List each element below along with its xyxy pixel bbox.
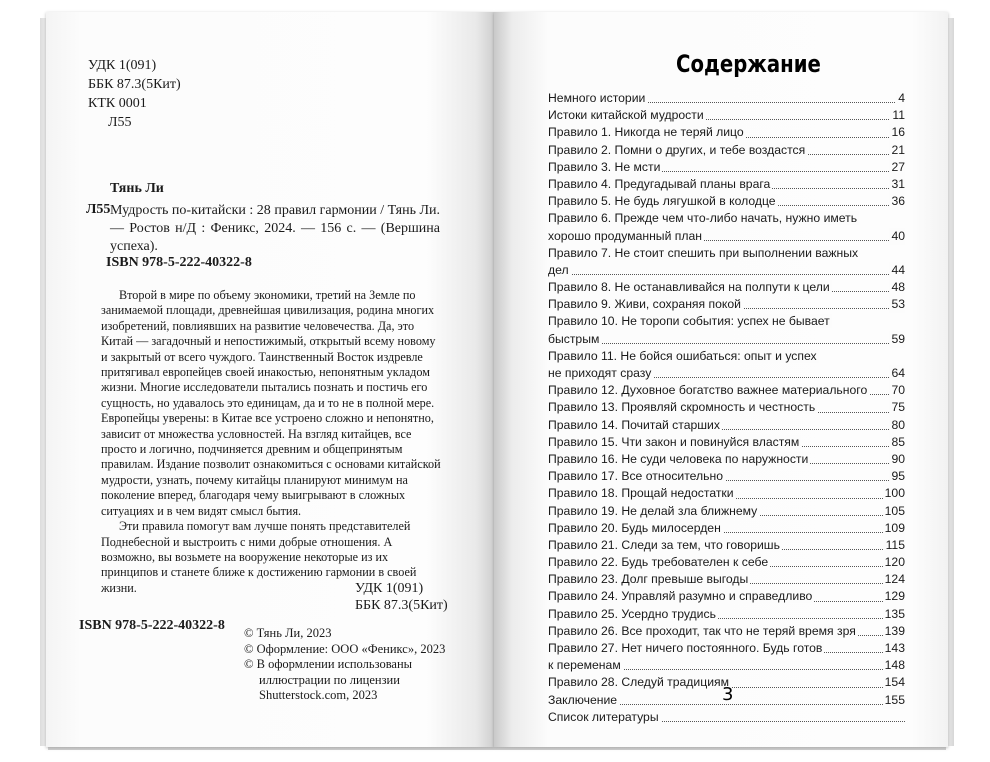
page-number: 3 <box>722 684 734 705</box>
toc-entry-title: Правило 18. Прощай недостатки <box>548 486 734 501</box>
isbn-bottom: ISBN 978-5-222-40322-8 <box>79 618 225 633</box>
toc-entry-title: Правило 13. Проявляй скромность и честность <box>548 400 816 415</box>
ktk-code: КТК 0001 <box>88 96 147 111</box>
toc-entry-title: Правило 9. Живи, сохраняя покой <box>548 297 741 312</box>
isbn: ISBN 978-5-222-40322-8 <box>106 255 252 270</box>
copyright-line: иллюстрации по лицензии <box>259 672 400 687</box>
toc-entry-title: Правило 3. Не мсти <box>548 159 661 174</box>
toc-entry <box>548 451 905 468</box>
toc-entry <box>548 193 905 210</box>
toc-entry-title: Правило 20. Будь милосерден <box>548 520 721 535</box>
annotation-paragraph: Эти правила помогут вам лучше понять представителей Поднебесной и выстроить с ними добрые отношения. А возможно, вы возьмете на вооружение некоторые из их принципов и станете ближе к достижению гармонии в своей жизни. <box>101 519 417 595</box>
toc-entry <box>548 365 905 382</box>
copyright-line: © В оформлении использованы <box>244 657 413 671</box>
toc-entry <box>548 468 905 485</box>
toc-entry-page: 120 <box>883 554 905 571</box>
copyright-block <box>244 626 445 704</box>
toc-entry-page: 27 <box>889 159 905 176</box>
classification-codes <box>88 56 181 132</box>
toc-entry-title: Правило 6. Прежде чем что-либо начать, нужно иметь <box>548 211 858 226</box>
toc-entry-page: 155 <box>883 692 905 709</box>
toc-entry <box>548 485 905 502</box>
toc-entry <box>548 709 905 726</box>
toc-entry-title: дел <box>548 262 569 277</box>
toc-title: Содержание <box>676 50 821 78</box>
toc-entry-title: Правило 19. Не делай зла ближнему <box>548 503 758 518</box>
toc-entry <box>548 571 905 588</box>
toc-entry <box>548 657 905 674</box>
toc-entry-title: Правило 21. Следи за тем, что говоришь <box>548 537 780 552</box>
toc-entry <box>548 331 905 348</box>
toc-entry-page: 80 <box>889 417 905 434</box>
toc-entry-page: 143 <box>883 640 905 657</box>
toc-entry-page: 124 <box>883 571 905 588</box>
toc-entry-page: 36 <box>889 193 905 210</box>
toc-entry-page: 40 <box>889 228 905 245</box>
annotation <box>101 288 441 596</box>
toc-entry <box>548 262 905 279</box>
toc-entry <box>548 159 905 176</box>
toc-entry-page: 148 <box>883 657 905 674</box>
toc-entry-page: 100 <box>883 485 905 502</box>
bbk-code-bottom: ББК 87.3(5Кит) <box>355 598 448 613</box>
toc-entry-title: Правило 7. Не стоит спешить при выполнении важных <box>548 245 859 260</box>
toc-entry-title: Правило 16. Не суди человека по наружности <box>548 451 809 466</box>
toc-entry <box>548 279 905 296</box>
toc-entry-page: 135 <box>883 606 905 623</box>
toc-entry-page: 4 <box>896 90 905 107</box>
toc-entry-title: Правило 14. Почитай старших <box>548 417 720 432</box>
toc-entry-page: 154 <box>883 674 905 691</box>
toc-entry-title: Правило 4. Предугадывай планы врага <box>548 176 771 191</box>
toc-entry <box>548 399 905 416</box>
toc-entry <box>548 228 905 245</box>
udk-code: УДК 1(091) <box>88 58 157 73</box>
toc-entry <box>548 417 905 434</box>
toc-entry-title: Список литературы <box>548 709 659 724</box>
toc-entry-title: Истоки китайской мудрости <box>548 108 704 123</box>
toc-entry <box>548 554 905 571</box>
toc-entry <box>548 90 905 107</box>
toc-leader-dots <box>548 273 905 275</box>
toc-entry-page: 115 <box>884 537 905 554</box>
toc-entry <box>548 640 905 657</box>
author-name: Тянь Ли <box>110 181 164 196</box>
toc-entry-title: Правило 10. Не торопи события: успех не бывает <box>548 314 830 329</box>
toc-entry-title: Правило 26. Все проходит, так что не теряй время зря <box>548 623 856 638</box>
toc-entry <box>548 623 905 640</box>
copyright-line: © Тянь Ли, 2023 <box>244 626 332 640</box>
toc-entry <box>548 176 905 193</box>
toc-entry-page: 53 <box>889 296 905 313</box>
toc-entry <box>548 434 905 451</box>
udk-code-bottom: УДК 1(091) <box>355 581 424 596</box>
toc-entry-page: 31 <box>889 176 905 193</box>
toc-entry <box>548 503 905 520</box>
toc-entry-title: Правило 24. Управляй разумно и справедливо <box>548 589 813 604</box>
toc-entry-page: 139 <box>883 623 905 640</box>
classification-codes-bottom <box>355 580 448 614</box>
toc-entry-title: Правило 15. Чти закон и повинуйся властям <box>548 434 800 449</box>
toc-entry-page: 75 <box>889 399 905 416</box>
toc-entry-title: Правило 12. Духовное богатство важнее материального <box>548 383 868 398</box>
annotation-paragraph: Второй в мире по объему экономики, третий на Земле по занимаемой площади, древнейшая цивилизация, родина многих изобретений, повлиявших на развитие человечества. Да, это Китай — загадочный и непостижимый, открытый всему новому и закрытый от всего чуждого. Таинственный Восток издревле притягивал европейцев своей инакостью, непонятным укладом жизни. Многие исследователи пытались познать и постичь его сущность, но удавалось это единицам, да и то не в полной мере. Европейцы уверены: в Китае все устроено сложно и непонятно, зависит от множества условностей. На взгляд китайцев, все просто и логично, подчиняется древним и общепринятым правилам. Издание позволит ознакомиться с основами китайской мудрости, узнать, почему китайцы планируют минимум на поколение вперед, благодаря чему выигрывают в сложных ситуациях и в чем видят смысл бытия. <box>101 288 441 518</box>
toc-entry <box>548 520 905 537</box>
toc-entry <box>548 606 905 623</box>
toc-entry-page: 11 <box>890 107 905 124</box>
toc-entry <box>548 124 905 141</box>
toc-entry-page: 109 <box>883 520 905 537</box>
toc-entry-title: Заключение <box>548 692 618 707</box>
toc-leader-dots <box>548 342 905 344</box>
toc-entry <box>548 313 905 330</box>
copyright-line: Shutterstock.com, 2023 <box>259 688 378 702</box>
author-mark: Л55 <box>108 115 132 130</box>
toc-entry-title: Правило 2. Помни о других, и тебе воздастся <box>548 142 806 157</box>
toc-entry-title: Правило 1. Никогда не теряй лицо <box>548 125 744 140</box>
toc-entry-title: быстрым <box>548 331 600 346</box>
toc-entry-title: Правило 17. Все относительно <box>548 469 724 484</box>
toc-entry <box>548 382 905 399</box>
toc-entry-title: Правило 5. Не будь лягушкой в колодце <box>548 194 776 209</box>
toc-entry-title: не приходят сразу <box>548 366 652 380</box>
toc-entry-title: Правило 27. Нет ничего постоянного. Будь готов <box>548 641 823 655</box>
toc-entry-page: 44 <box>889 262 905 279</box>
toc-entry <box>548 107 905 124</box>
bbk-code: ББК 87.3(5Кит) <box>88 77 181 92</box>
toc-entry-page: 129 <box>883 588 905 605</box>
toc-entry-title: Правило 23. Долг превыше выгоды <box>548 572 749 587</box>
toc-entry-title: Правило 28. Следуй традициям <box>548 675 729 690</box>
table-of-contents <box>548 90 905 726</box>
toc-entry-title: хорошо продуманный план <box>548 228 702 243</box>
toc-entry <box>548 245 905 262</box>
toc-entry-title: Правило 25. Усердно трудись <box>548 606 716 621</box>
toc-entry-title: Немного истории <box>548 91 646 105</box>
toc-entry-page: 16 <box>889 124 905 141</box>
toc-entry-page: 59 <box>889 331 905 348</box>
toc-entry <box>548 588 905 605</box>
toc-entry-page: 21 <box>889 142 905 159</box>
toc-entry-page: 95 <box>889 468 905 485</box>
toc-entry-title: Правило 11. Не бойся ошибаться: опыт и успех <box>548 348 817 363</box>
toc-entry-page: 64 <box>889 365 905 382</box>
toc-entry-page: 90 <box>889 451 905 468</box>
toc-entry <box>548 210 905 227</box>
toc-entry-page: 70 <box>889 382 905 399</box>
toc-entry <box>548 296 905 313</box>
toc-entry <box>548 348 905 365</box>
toc-entry-page: 48 <box>889 279 905 296</box>
toc-entry-title: Правило 8. Не останавливайся на полпути к цели <box>548 280 830 295</box>
toc-entry-title: Правило 22. Будь требователен к себе <box>548 555 769 570</box>
copyright-line: © Оформление: ООО «Феникс», 2023 <box>244 641 446 656</box>
bibliographic-record: Мудрость по-китайски : 28 правил гармонии / Тянь Ли. — Ростов н/Д : Феникс, 2024. — 156 с. — (Вершина успеха). <box>110 203 440 254</box>
toc-entry-page: 105 <box>883 503 905 520</box>
toc-entry <box>548 142 905 159</box>
biblio-author-mark: Л55 <box>86 202 111 217</box>
toc-entry-title: к переменам <box>548 658 621 673</box>
toc-entry <box>548 537 905 554</box>
toc-entry-page: 85 <box>889 434 905 451</box>
